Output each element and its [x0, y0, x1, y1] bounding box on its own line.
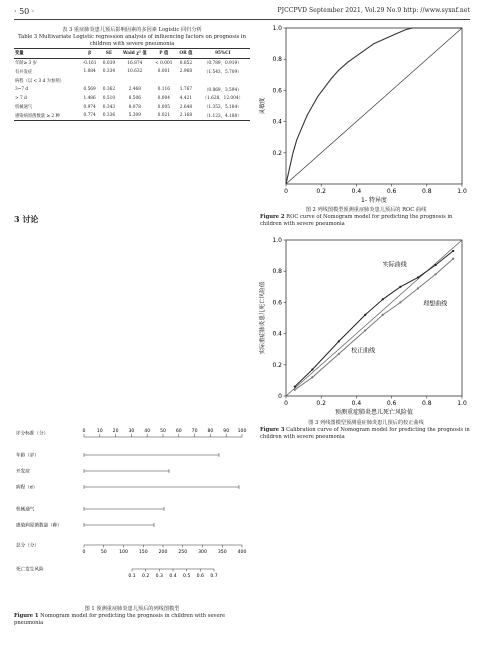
- x-axis-label: 1- 特异度: [361, 197, 387, 204]
- table-row: [14, 58, 250, 67]
- table-cell: [80, 76, 100, 85]
- table-cell: 3~7 d: [15, 87, 29, 93]
- nomogram-row-label: 年龄（岁）: [16, 453, 39, 459]
- risk-tick-label: 0.6: [196, 574, 204, 579]
- figure2-caption-cn: 图 2 列线图模型预测重症肺炎患儿预后的 ROC 曲线: [305, 207, 427, 213]
- data-point: [338, 353, 340, 355]
- nomogram-row-label: 总分（分）: [16, 543, 39, 549]
- y-tick-label: 0: [278, 393, 282, 400]
- table-cell: （0.789，0.919）: [204, 61, 242, 67]
- figure3-caption-en: Calibration curve of Nomogram model for predicting the prognosis in children with severe pneumonia: [260, 427, 470, 440]
- total-tick-label: 250: [178, 550, 188, 555]
- table-cell: -0.161: [82, 60, 97, 66]
- total-tick-label: 0: [82, 550, 86, 555]
- data-point: [382, 314, 384, 316]
- data-point: [311, 368, 313, 370]
- y-tick-label: 0.4: [272, 118, 282, 126]
- table-cell: [196, 76, 250, 85]
- x-tick-label: 0.8: [422, 400, 432, 407]
- table-header-cell: β: [88, 50, 92, 56]
- table-cell: 0.362: [102, 87, 116, 93]
- table-cell: 2.968: [179, 69, 193, 75]
- x-axis-label: 预测重症肺炎患儿死亡风险值: [334, 409, 414, 416]
- data-point: [435, 273, 437, 275]
- table-cell: 0.974: [83, 104, 96, 110]
- table-cell: 10.632: [127, 69, 143, 75]
- total-tick-label: 50: [100, 550, 107, 555]
- table-cell: 感染病原菌数量 ≥ 2 种: [15, 113, 60, 119]
- series-line: [295, 251, 453, 387]
- table-row: [14, 85, 250, 94]
- points-tick-label: 70: [191, 429, 198, 434]
- total-tick-label: 100: [119, 550, 128, 555]
- nomogram-row-label: 并发症: [16, 469, 30, 475]
- table-row: [14, 94, 250, 103]
- table-cell: 0.852: [179, 60, 193, 66]
- points-tick-label: 40: [144, 429, 151, 434]
- y-axis-label: 实际重症肺炎患儿死亡风险值: [260, 281, 266, 355]
- calibration-plot: [258, 237, 467, 416]
- data-point: [399, 301, 401, 303]
- points-tick-label: 60: [175, 429, 182, 434]
- data-point: [417, 287, 419, 289]
- x-tick-label: 0.2: [316, 400, 326, 407]
- section-3-paragraph: [14, 227, 250, 423]
- nomogram-row-label: 感染病原菌数量（种）: [16, 523, 62, 529]
- y-tick-label: 1.0: [272, 237, 282, 244]
- table3-title-cn: 表 3 重症肺炎患儿预后影响因素的多因素 Logistic 回归分析: [62, 27, 202, 33]
- total-tick-label: 300: [198, 550, 207, 555]
- nomogram-row-label: 评分标准（分）: [16, 431, 49, 437]
- table-cell: （1.353，5.184）: [204, 105, 242, 111]
- points-tick-label: 90: [223, 429, 230, 434]
- y-tick-label: 0.2: [272, 361, 282, 369]
- table3-caption: [14, 27, 250, 48]
- table-cell: （1.123，4.188）: [204, 113, 242, 119]
- table-cell: 0.004: [157, 95, 170, 101]
- table-cell: 2.468: [128, 87, 141, 93]
- table-cell: 0.334: [102, 69, 116, 75]
- data-point: [382, 298, 384, 300]
- x-tick-label: 0.6: [386, 188, 397, 195]
- points-tick-label: 20: [112, 429, 119, 434]
- total-tick-label: 150: [138, 550, 148, 555]
- figure1-label: Figure 1: [14, 613, 39, 619]
- figure2-label: Figure 2: [260, 214, 285, 220]
- journal-header: PJCCPVD September 2021, Vol.29 No.9 http: //www.syxnf.net: [277, 7, 470, 14]
- table-header-cell: P 值: [159, 51, 169, 57]
- table-cell: 0.510: [102, 95, 116, 101]
- points-tick-label: 0: [82, 429, 86, 434]
- roc-chart: [258, 22, 472, 206]
- page-number: · 50 ·: [14, 7, 35, 16]
- legend-corrected: 校正曲线: [351, 347, 376, 355]
- section-3-heading: 3 讨论: [14, 214, 39, 224]
- total-tick-label: 350: [217, 550, 227, 555]
- data-point: [294, 386, 296, 388]
- data-point: [338, 340, 340, 342]
- series-line: [295, 259, 453, 390]
- table-cell: 0.039: [102, 60, 116, 66]
- table-row: [14, 76, 250, 85]
- y-tick-label: 0.8: [272, 56, 282, 64]
- risk-tick-label: 0.7: [210, 574, 218, 579]
- section-2-4-paragraph: [14, 143, 250, 211]
- roc-plot: [258, 25, 467, 204]
- x-tick-label: 0.4: [351, 400, 362, 407]
- table-cell: 16.874: [127, 60, 143, 66]
- table-cell: 1.486: [83, 95, 96, 101]
- table-cell: （1.543，5.709）: [204, 69, 242, 75]
- figure2-caption: [260, 207, 472, 228]
- table-cell: 病程（以 < 3 d 为参照）: [15, 78, 64, 84]
- nomogram-figure: [14, 425, 250, 603]
- table-cell: 8.506: [128, 95, 141, 101]
- table-row: [14, 111, 250, 120]
- nomogram-body: [16, 428, 246, 579]
- table3-body: [14, 58, 250, 120]
- risk-tick-label: 0.4: [169, 574, 177, 579]
- risk-tick-label: 0.3: [155, 574, 163, 579]
- points-tick-label: 30: [128, 429, 135, 434]
- table-cell: 5.309: [128, 113, 141, 119]
- legend-actual: 实际曲线: [382, 261, 407, 269]
- table-cell: 年龄≥ 3 岁: [15, 61, 37, 67]
- risk-tick-label: 0.1: [128, 574, 136, 579]
- table-cell: 0.569: [83, 87, 96, 93]
- x-tick-label: 0: [284, 188, 288, 195]
- table-cell: 0.001: [157, 69, 170, 75]
- table3-wrapper: [14, 48, 250, 121]
- table-cell: 0.005: [157, 104, 170, 110]
- nomogram-row-label: 机械通气: [16, 507, 35, 513]
- table-cell: 0.021: [157, 113, 170, 119]
- y-tick-label: 0.8: [272, 268, 282, 276]
- data-point: [417, 276, 419, 278]
- table-cell: > 7 d: [15, 95, 27, 101]
- calibration-chart: [258, 234, 472, 420]
- x-tick-label: 0.2: [316, 188, 326, 195]
- table-cell: 1.767: [179, 87, 193, 93]
- figure2-caption-en: ROC curve of Nomogram model for predicting the prognosis in children with severe pneumonia: [260, 214, 453, 227]
- table-cell: 0.116: [157, 87, 170, 93]
- table-cell: 4.421: [179, 95, 193, 101]
- data-point: [364, 314, 366, 316]
- y-tick-label: 0.6: [272, 299, 282, 307]
- right-column-paragraph: [260, 449, 472, 649]
- x-tick-label: 1.0: [457, 400, 467, 407]
- x-tick-label: 0.6: [386, 400, 397, 407]
- header-rule: [14, 19, 470, 20]
- risk-tick-label: 0.5: [183, 574, 191, 579]
- table-header-cell: OR 值: [179, 51, 193, 57]
- table-cell: [151, 76, 176, 85]
- table-cell: [118, 76, 151, 85]
- table-header-cell: SE: [105, 50, 113, 56]
- table-cell: 1.084: [83, 69, 96, 75]
- table-cell: 0.774: [83, 113, 96, 119]
- table-cell: 机械通气: [15, 105, 33, 111]
- figure1-caption-cn: 图 1 预测重症肺炎患儿预后的列线图模型: [84, 606, 180, 612]
- data-point: [311, 376, 313, 378]
- figure3-caption-cn: 图 3 列线图模型预测重症肺炎患儿预后的校正曲线: [308, 420, 424, 426]
- table-cell: 8.078: [128, 104, 141, 110]
- y-tick-label: 0.2: [272, 149, 282, 157]
- table-cell: 0.343: [102, 104, 116, 110]
- table-cell: [100, 76, 118, 85]
- x-tick-label: 1.0: [457, 188, 467, 195]
- data-point: [452, 258, 454, 260]
- figure3-caption: [260, 420, 472, 441]
- table-row: [14, 103, 250, 112]
- points-tick-label: 100: [237, 429, 247, 434]
- table3: [14, 48, 250, 121]
- table-header-cell: 95%CI: [215, 50, 231, 56]
- x-tick-label: 0: [284, 400, 288, 407]
- table-header-cell: 变量: [15, 51, 24, 57]
- series-line: [286, 240, 462, 396]
- nomogram-row-label: 病程（d）: [16, 485, 38, 491]
- table-row: [14, 68, 250, 77]
- y-tick-label: 1.0: [272, 25, 282, 32]
- x-tick-label: 0.4: [351, 188, 362, 195]
- y-tick-label: 0.6: [272, 87, 282, 95]
- points-tick-label: 50: [160, 429, 166, 434]
- table-cell: [176, 76, 195, 85]
- figure3-label: Figure 3: [260, 427, 285, 433]
- data-point: [435, 264, 437, 266]
- table-cell: < 0.001: [155, 60, 173, 66]
- figure1-caption-en: Nomogram model for predicting the prognosis in children with severe pneumonia: [14, 613, 226, 626]
- table-cell: 0.336: [102, 113, 116, 119]
- risk-tick-label: 0.2: [142, 574, 150, 579]
- legend-ideal: 理想曲线: [423, 300, 448, 308]
- table-cell: 有并发症: [15, 69, 33, 75]
- points-tick-label: 80: [207, 429, 214, 434]
- y-tick-label: 0.4: [272, 330, 282, 338]
- points-tick-label: 10: [96, 429, 103, 434]
- data-point: [364, 329, 366, 331]
- total-tick-label: 400: [237, 550, 247, 555]
- total-tick-label: 200: [158, 550, 168, 555]
- nomogram-row-label: 死亡发生风险: [16, 567, 44, 573]
- table3-title-en: Table 3 Multivariate Logistic regression analysis of influencing factors on prognosis in children with severe pneumonia: [18, 34, 246, 47]
- figure1-caption: [14, 606, 250, 627]
- table-cell: （1.628，12.004）: [202, 96, 243, 102]
- x-tick-label: 0.8: [422, 188, 432, 195]
- y-axis-label: 灵敏度: [260, 97, 266, 115]
- table-header-row: [14, 49, 250, 59]
- table-cell: （0.869，3.594）: [204, 87, 242, 93]
- table-cell: 2.168: [179, 113, 193, 119]
- data-point: [294, 389, 296, 391]
- table-cell: 2.648: [179, 104, 193, 110]
- data-point: [399, 286, 401, 288]
- data-point: [452, 250, 454, 252]
- table-header-cell: Wald χ² 值: [122, 51, 147, 57]
